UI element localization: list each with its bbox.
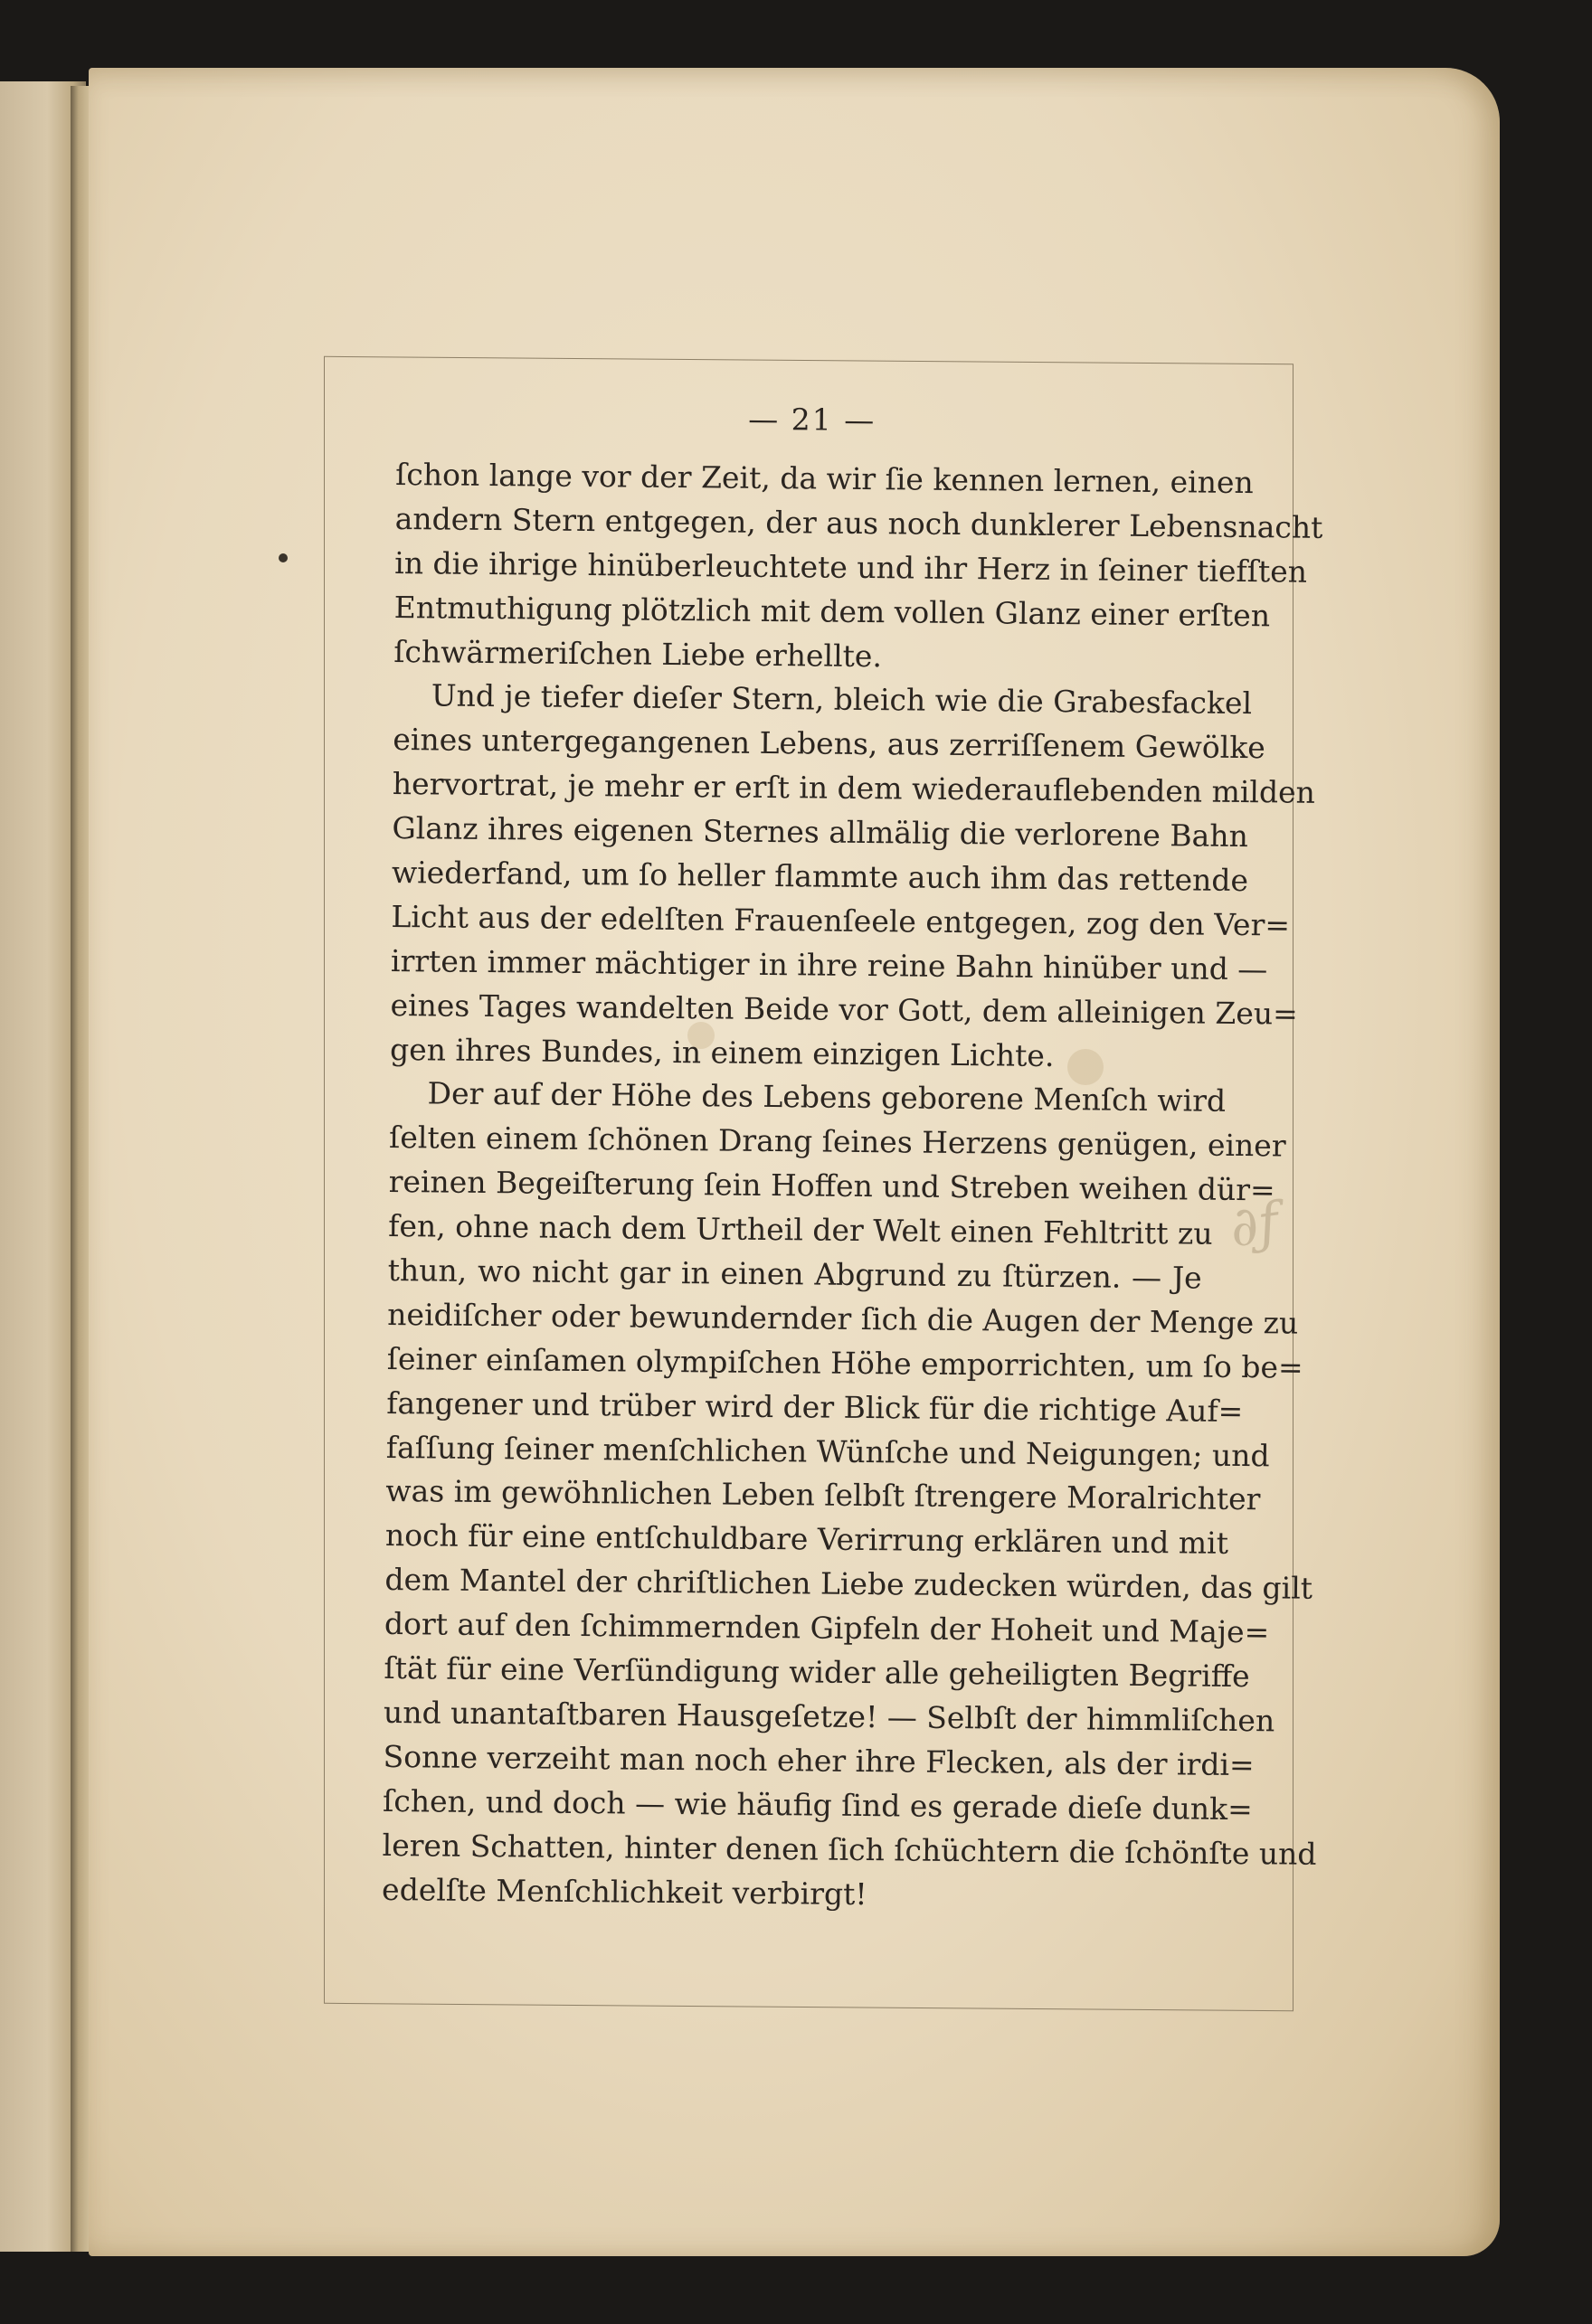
- text-line: Licht aus der edelſten Frauenſeele entgegen, zog den Ver=: [391, 898, 1291, 943]
- book-gutter: [71, 86, 90, 2252]
- text-line: und unantaſtbaren Hausgeſetze! — Selbſt der himmliſchen: [383, 1694, 1275, 1739]
- text-line: andern Stern entgegen, der aus noch dunklerer Lebensnacht: [394, 500, 1323, 545]
- text-line: ſchwärmeriſchen Liebe erhellte.: [393, 633, 883, 674]
- text-line: wiederfand, um ſo heller flammte auch ihm das rettende: [391, 854, 1249, 899]
- text-line: eines untergegangenen Lebens, aus zerriſſenem Gewölke: [393, 722, 1266, 766]
- text-line: fangener und trüber wird der Blick für die richtige Auf=: [386, 1384, 1244, 1429]
- text-line: ſeiner einſamen olympiſchen Höhe emporrichten, um ſo be=: [386, 1340, 1303, 1385]
- text-line: Entmuthigung plötzlich mit dem vollen Glanz einer erſten: [393, 589, 1271, 633]
- text-line: Sonne verzeiht man noch eher ihre Flecken, als der irdi=: [383, 1738, 1255, 1783]
- text-line: in die ihrige hinüberleuchtete und ihr Herz in ſeiner tiefſten: [394, 544, 1308, 590]
- text-line: hervortrat, je mehr er erſt in dem wiederauflebenden milden: [392, 766, 1316, 811]
- text-line: eines Tages wandelten Beide vor Gott, dem alleinigen Zeu=: [390, 987, 1298, 1032]
- text-line: fen, ohne nach dem Urtheil der Welt einen Fehltritt zu: [388, 1208, 1213, 1252]
- ink-dot: [279, 553, 288, 562]
- pencil-marginalia: ∂ƒ: [1226, 1190, 1283, 1261]
- page-number: — 21 —: [748, 401, 877, 439]
- text-line: Und je tiefer dieſer Stern, bleich wie die Grabesfackel: [431, 677, 1253, 722]
- text-line: dort auf den ſchimmernden Gipfeln der Hoheit und Maje=: [384, 1606, 1270, 1650]
- text-line: faſſung ſeiner menſchlichen Wünſche und Neigungen; und: [385, 1429, 1270, 1473]
- text-line: reinen Begeiſterung ſein Hoffen und Streben weihen dür=: [388, 1164, 1275, 1208]
- text-line: ſelten einem ſchönen Drang ſeines Herzens genügen, einer: [388, 1119, 1286, 1164]
- text-line: neidiſcher oder bewundernder ſich die Augen der Menge zu: [387, 1296, 1299, 1341]
- text-line: thun, wo nicht gar in einen Abgrund zu ſtürzen. — Je: [387, 1252, 1202, 1296]
- text-line: was im gewöhnlichen Leben ſelbſt ſtrengere Moralrichter: [385, 1473, 1261, 1517]
- text-line: ſchen, und doch — wie häufig ſind es gerade dieſe dunk=: [382, 1782, 1253, 1827]
- text-line: Glanz ihres eigenen Sternes allmälig die verlorene Bahn: [392, 810, 1249, 855]
- text-block: [381, 398, 1323, 1920]
- text-line: Der auf der Höhe des Lebens geborene Menſch wird: [427, 1075, 1227, 1119]
- text-line: ſtät für eine Verſündigung wider alle geheiligten Begriffe: [384, 1649, 1250, 1695]
- text-line: irrten immer mächtiger in ihre reine Bahn hinüber und —: [390, 942, 1268, 987]
- text-line: ſchon lange vor der Zeit, da wir ſie kennen lernen, einen: [395, 456, 1254, 501]
- text-line: gen ihres Bundes, in einem einzigen Lichte.: [389, 1031, 1055, 1073]
- text-line: dem Mantel der chriſtlichen Liebe zudecken würden, das gilt: [384, 1562, 1313, 1607]
- text-line: edelſte Menſchlichkeit verbirgt!: [381, 1871, 867, 1912]
- text-line: noch für eine entſchuldbare Verirrung erklären und mit: [384, 1517, 1229, 1562]
- text-line: leren Schatten, hinter denen ſich ſchüchtern die ſchönſte und: [382, 1827, 1317, 1872]
